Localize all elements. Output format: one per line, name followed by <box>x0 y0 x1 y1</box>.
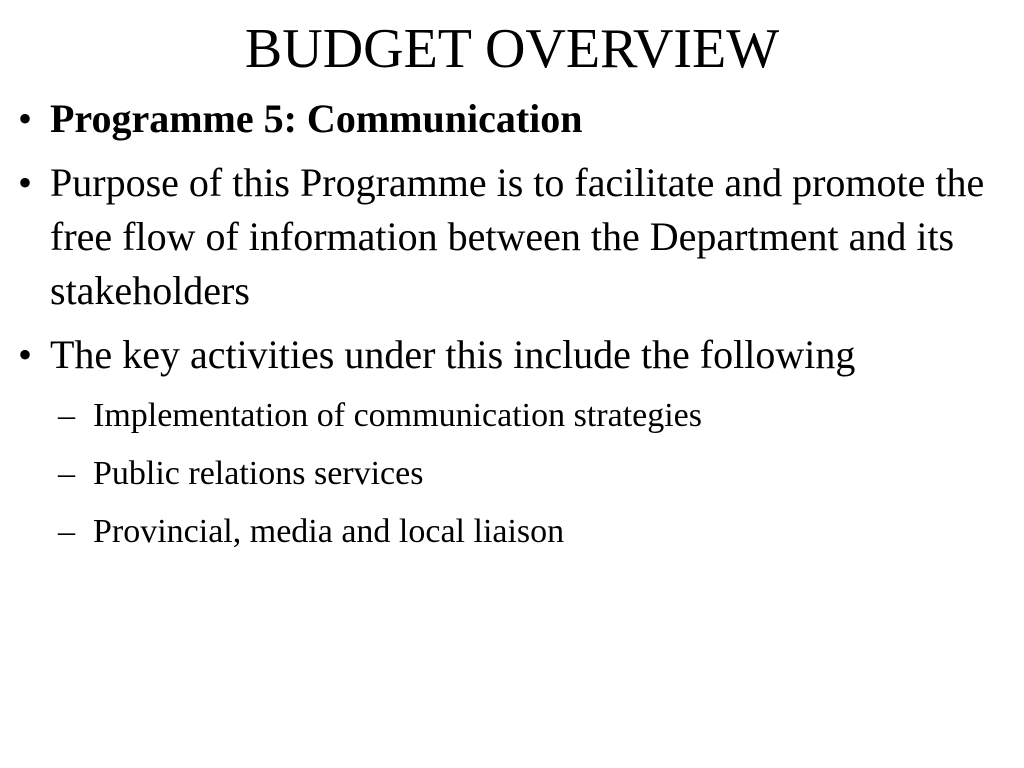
slide-title: BUDGET OVERVIEW <box>244 18 780 80</box>
bullet-marker: • <box>18 332 33 377</box>
sub-bullet-marker: – <box>58 455 75 492</box>
sub-bullet-marker: – <box>58 397 75 434</box>
bullet-marker: • <box>18 160 33 205</box>
sub-item-public-relations <box>58 452 958 496</box>
bullet-marker: • <box>18 96 33 141</box>
sub-item-strategies <box>58 394 958 438</box>
sub-bullet-marker: – <box>58 513 75 550</box>
bullet-item-key-activities <box>18 328 1008 382</box>
bullet-text-purpose: Purpose of this Programme is to facilitate and promote the free flow of information between the Department and its stakeholders <box>50 160 985 313</box>
sub-text-public-relations: Public relations services <box>93 455 424 492</box>
bullet-item-purpose <box>18 156 1008 318</box>
sub-item-liaison <box>58 510 958 554</box>
bullet-text-programme: Programme 5: Communication <box>50 96 583 141</box>
bullet-item-programme <box>18 92 1008 146</box>
bullet-list <box>18 92 1008 392</box>
sub-text-liaison: Provincial, media and local liaison <box>93 513 565 550</box>
sub-text-strategies: Implementation of communication strategies <box>93 397 702 434</box>
sub-bullet-list <box>58 394 958 568</box>
bullet-text-key-activities: The key activities under this include the following <box>50 332 856 377</box>
